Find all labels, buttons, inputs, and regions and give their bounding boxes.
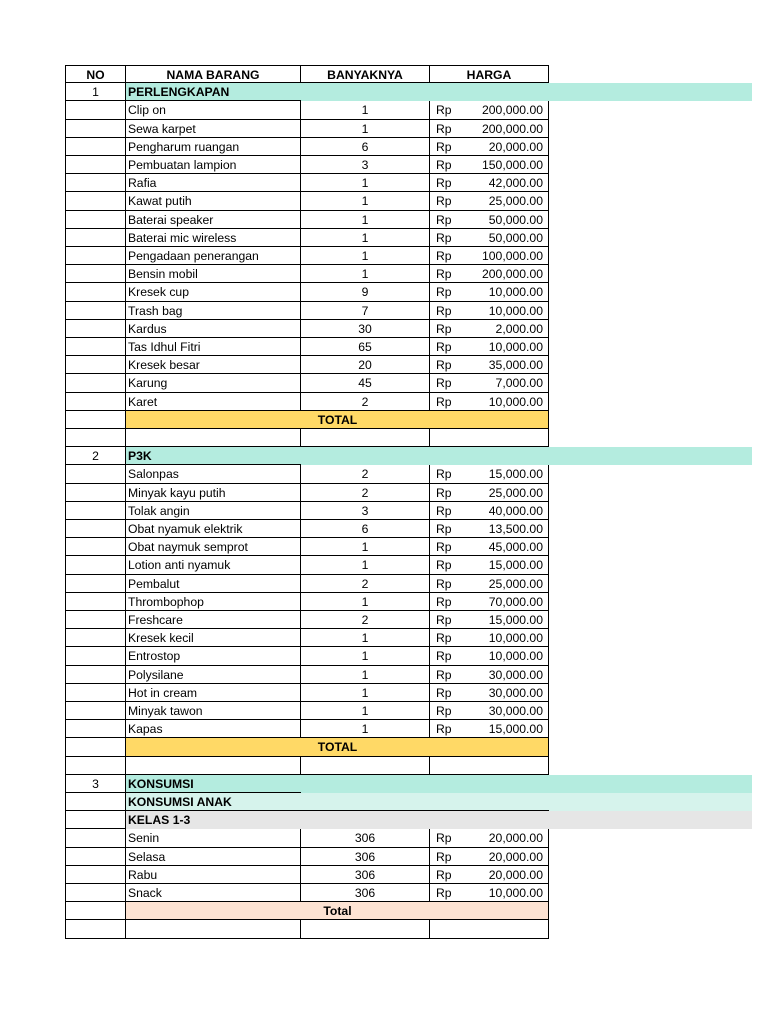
- no-cell[interactable]: [65, 611, 126, 629]
- item-qty[interactable]: 9: [301, 283, 430, 301]
- no-cell[interactable]: [65, 302, 126, 320]
- currency-label: Rp: [436, 867, 452, 882]
- price-cell[interactable]: [430, 101, 549, 119]
- price-value: 35,000.00: [488, 358, 543, 373]
- price-cell[interactable]: [430, 575, 549, 593]
- name-cell[interactable]: [126, 920, 301, 938]
- price-cell[interactable]: [430, 484, 549, 502]
- section-number[interactable]: 2: [65, 447, 126, 465]
- price-cell[interactable]: [430, 283, 549, 301]
- no-cell[interactable]: [65, 320, 126, 338]
- item-qty[interactable]: 1: [301, 229, 430, 247]
- price-value: 10,000.00: [488, 649, 543, 664]
- price-cell[interactable]: [430, 211, 549, 229]
- item-name[interactable]: Kresek kecil: [126, 629, 301, 647]
- no-cell[interactable]: [65, 120, 126, 138]
- currency-label: Rp: [436, 485, 452, 500]
- item-qty[interactable]: 1: [301, 247, 430, 265]
- price-cell[interactable]: [430, 338, 549, 356]
- no-cell[interactable]: [65, 829, 126, 847]
- item-qty[interactable]: 1: [301, 192, 430, 210]
- section-title[interactable]: P3K: [126, 447, 301, 465]
- no-cell[interactable]: [65, 393, 126, 411]
- item-qty[interactable]: 30: [301, 320, 430, 338]
- price-value: 25,000.00: [488, 194, 543, 209]
- price-value: 7,000.00: [495, 376, 543, 391]
- item-name[interactable]: Selasa: [126, 848, 301, 866]
- no-cell[interactable]: [65, 229, 126, 247]
- item-qty[interactable]: 306: [301, 829, 430, 847]
- currency-label: Rp: [436, 649, 452, 664]
- item-qty[interactable]: 1: [301, 666, 430, 684]
- currency-label: Rp: [436, 321, 452, 336]
- header-name[interactable]: NAMA BARANG: [126, 65, 301, 83]
- item-qty[interactable]: 1: [301, 702, 430, 720]
- currency-label: Rp: [436, 540, 452, 555]
- item-qty[interactable]: 7: [301, 302, 430, 320]
- item-qty[interactable]: 3: [301, 156, 430, 174]
- no-cell[interactable]: [65, 465, 126, 483]
- item-name[interactable]: Pengharum ruangan: [126, 138, 301, 156]
- item-qty[interactable]: 1: [301, 556, 430, 574]
- price-cell[interactable]: [430, 138, 549, 156]
- no-cell[interactable]: [65, 575, 126, 593]
- no-cell[interactable]: [65, 265, 126, 283]
- price-value: 200,000.00: [482, 103, 543, 118]
- item-qty[interactable]: 1: [301, 120, 430, 138]
- item-name[interactable]: Kardus: [126, 320, 301, 338]
- currency-label: Rp: [436, 376, 452, 391]
- currency-label: Rp: [436, 667, 452, 682]
- no-cell[interactable]: [65, 684, 126, 702]
- price-cell[interactable]: [430, 393, 549, 411]
- no-cell[interactable]: [65, 757, 126, 775]
- currency-label: Rp: [436, 212, 452, 227]
- price-value: 25,000.00: [488, 485, 543, 500]
- header-price[interactable]: HARGA: [430, 65, 549, 83]
- no-cell[interactable]: [65, 720, 126, 738]
- item-qty[interactable]: 2: [301, 484, 430, 502]
- currency-label: Rp: [436, 722, 452, 737]
- currency-label: Rp: [436, 594, 452, 609]
- item-name[interactable]: Obat naymuk semprot: [126, 538, 301, 556]
- currency-label: Rp: [436, 849, 452, 864]
- section-number[interactable]: 1: [65, 83, 126, 101]
- no-cell[interactable]: [65, 902, 126, 920]
- item-qty[interactable]: 1: [301, 265, 430, 283]
- item-name[interactable]: Lotion anti nyamuk: [126, 556, 301, 574]
- price-cell[interactable]: [430, 866, 549, 884]
- currency-label: Rp: [436, 194, 452, 209]
- item-qty[interactable]: 2: [301, 393, 430, 411]
- no-cell[interactable]: [65, 520, 126, 538]
- price-value: 42,000.00: [488, 176, 543, 191]
- price-value: 25,000.00: [488, 576, 543, 591]
- item-name[interactable]: Freshcare: [126, 611, 301, 629]
- item-qty[interactable]: 1: [301, 720, 430, 738]
- total-label: TOTAL: [317, 740, 358, 755]
- price-value: 10,000.00: [488, 394, 543, 409]
- price-value: 200,000.00: [482, 121, 543, 136]
- no-cell[interactable]: [65, 629, 126, 647]
- price-value: 10,000.00: [488, 285, 543, 300]
- currency-label: Rp: [436, 886, 452, 900]
- header-qty[interactable]: BANYAKNYA: [301, 65, 430, 83]
- no-cell[interactable]: [65, 702, 126, 720]
- currency-label: Rp: [436, 503, 452, 518]
- no-cell[interactable]: [65, 920, 126, 938]
- price-value: 10,000.00: [488, 631, 543, 646]
- price-value: 30,000.00: [488, 704, 543, 718]
- item-name[interactable]: Karung: [126, 374, 301, 392]
- item-qty[interactable]: 306: [301, 848, 430, 866]
- currency-label: Rp: [436, 139, 452, 154]
- no-cell[interactable]: [65, 156, 126, 174]
- no-cell[interactable]: [65, 374, 126, 392]
- price-cell[interactable]: [430, 556, 549, 574]
- item-name[interactable]: Pembuatan lampion: [126, 156, 301, 174]
- item-name[interactable]: Rabu: [126, 866, 301, 884]
- item-name[interactable]: Thrombophop: [126, 593, 301, 611]
- no-cell[interactable]: [65, 593, 126, 611]
- item-qty[interactable]: 20: [301, 356, 430, 374]
- price-cell[interactable]: [430, 593, 549, 611]
- price-cell[interactable]: [430, 920, 549, 938]
- currency-label: Rp: [436, 704, 452, 718]
- price-cell[interactable]: [430, 829, 549, 847]
- item-qty[interactable]: 1: [301, 174, 430, 192]
- item-name[interactable]: Hot in cream: [126, 684, 301, 702]
- item-qty[interactable]: 2: [301, 611, 430, 629]
- price-cell[interactable]: [430, 666, 549, 684]
- price-cell[interactable]: [430, 192, 549, 210]
- price-value: 15,000.00: [488, 467, 543, 482]
- item-qty[interactable]: 1: [301, 101, 430, 119]
- item-name[interactable]: Salonpas: [126, 465, 301, 483]
- item-name[interactable]: Minyak kayu putih: [126, 484, 301, 502]
- currency-label: Rp: [436, 467, 452, 482]
- price-value: 20,000.00: [488, 867, 543, 882]
- price-cell[interactable]: [430, 502, 549, 520]
- price-value: 15,000.00: [488, 558, 543, 573]
- item-name[interactable]: Senin: [126, 829, 301, 847]
- item-name[interactable]: Trash bag: [126, 302, 301, 320]
- item-qty[interactable]: 45: [301, 374, 430, 392]
- no-cell[interactable]: [65, 866, 126, 884]
- no-cell[interactable]: [65, 211, 126, 229]
- no-cell[interactable]: [65, 647, 126, 665]
- price-cell[interactable]: [430, 429, 549, 447]
- no-cell[interactable]: [65, 556, 126, 574]
- no-cell[interactable]: [65, 138, 126, 156]
- total-label: Total: [323, 904, 352, 919]
- price-value: 13,500.00: [488, 522, 543, 536]
- item-name[interactable]: Obat nyamuk elektrik: [126, 520, 301, 538]
- item-qty[interactable]: 1: [301, 538, 430, 556]
- section-number[interactable]: 3: [65, 775, 126, 793]
- total-label: TOTAL: [317, 412, 358, 427]
- item-name[interactable]: Minyak tawon: [126, 702, 301, 720]
- price-value: 20,000.00: [488, 139, 543, 154]
- qty-cell[interactable]: [301, 757, 430, 775]
- currency-label: Rp: [436, 249, 452, 263]
- price-cell[interactable]: [430, 320, 549, 338]
- no-cell[interactable]: [65, 283, 126, 301]
- price-cell[interactable]: [430, 374, 549, 392]
- price-value: 20,000.00: [488, 831, 543, 846]
- currency-label: Rp: [436, 340, 452, 354]
- no-cell[interactable]: [65, 811, 126, 829]
- price-value: 10,000.00: [488, 303, 543, 318]
- price-cell[interactable]: [430, 229, 549, 247]
- currency-label: Rp: [436, 631, 452, 646]
- currency-label: Rp: [436, 522, 452, 536]
- no-cell[interactable]: [65, 484, 126, 502]
- price-value: 2,000.00: [495, 321, 543, 336]
- price-value: 20,000.00: [488, 849, 543, 864]
- price-cell[interactable]: [430, 647, 549, 665]
- currency-label: Rp: [436, 285, 452, 300]
- header-no[interactable]: NO: [65, 65, 126, 83]
- kelas-title[interactable]: KELAS 1-3: [128, 813, 191, 828]
- price-cell[interactable]: [430, 465, 549, 483]
- item-qty[interactable]: 2: [301, 575, 430, 593]
- item-qty[interactable]: 3: [301, 502, 430, 520]
- price-value: 30,000.00: [488, 685, 543, 700]
- item-qty[interactable]: 306: [301, 866, 430, 884]
- subsection-title[interactable]: KONSUMSI ANAK: [126, 793, 549, 811]
- item-name[interactable]: Kapas: [126, 720, 301, 738]
- price-cell[interactable]: [430, 520, 549, 538]
- no-cell[interactable]: [65, 247, 126, 265]
- price-cell[interactable]: [430, 720, 549, 738]
- currency-label: Rp: [436, 576, 452, 591]
- item-name[interactable]: Karet: [126, 393, 301, 411]
- no-cell[interactable]: [65, 538, 126, 556]
- item-name[interactable]: Baterai speaker: [126, 211, 301, 229]
- no-cell[interactable]: [65, 738, 126, 756]
- price-value: 10,000.00: [488, 340, 543, 354]
- currency-label: Rp: [436, 558, 452, 573]
- price-value: 50,000.00: [488, 230, 543, 245]
- no-cell[interactable]: [65, 411, 126, 429]
- no-cell[interactable]: [65, 793, 126, 811]
- currency-label: Rp: [436, 103, 452, 118]
- no-cell[interactable]: [65, 356, 126, 374]
- currency-label: Rp: [436, 267, 452, 282]
- item-qty[interactable]: 1: [301, 647, 430, 665]
- currency-label: Rp: [436, 685, 452, 700]
- price-cell[interactable]: [430, 120, 549, 138]
- item-name[interactable]: Pengadaan penerangan: [126, 247, 301, 265]
- no-cell[interactable]: [65, 429, 126, 447]
- price-cell[interactable]: [430, 302, 549, 320]
- currency-label: Rp: [436, 121, 452, 136]
- price-value: 40,000.00: [488, 503, 543, 518]
- item-name[interactable]: Entrostop: [126, 647, 301, 665]
- price-value: 15,000.00: [488, 722, 543, 737]
- currency-label: Rp: [436, 158, 452, 172]
- no-cell[interactable]: [65, 666, 126, 684]
- item-name[interactable]: Tas Idhul Fitri: [126, 338, 301, 356]
- item-name[interactable]: Polysilane: [126, 666, 301, 684]
- item-qty[interactable]: 306: [301, 884, 430, 902]
- no-cell[interactable]: [65, 101, 126, 119]
- price-value: 30,000.00: [488, 667, 543, 682]
- price-value: 70,000.00: [488, 594, 543, 609]
- price-cell[interactable]: [430, 247, 549, 265]
- price-value: 200,000.00: [482, 267, 543, 282]
- price-value: 45,000.00: [488, 540, 543, 555]
- no-cell[interactable]: [65, 502, 126, 520]
- item-qty[interactable]: 1: [301, 593, 430, 611]
- item-name[interactable]: Snack: [126, 884, 301, 902]
- price-cell[interactable]: [430, 538, 549, 556]
- no-cell[interactable]: [65, 192, 126, 210]
- currency-label: Rp: [436, 176, 452, 191]
- price-cell[interactable]: [430, 848, 549, 866]
- price-cell[interactable]: [430, 629, 549, 647]
- section-title[interactable]: KONSUMSI: [126, 775, 301, 793]
- price-cell[interactable]: [430, 884, 549, 902]
- name-cell[interactable]: [126, 757, 301, 775]
- price-cell[interactable]: [430, 757, 549, 775]
- price-value: 10,000.00: [488, 886, 543, 900]
- item-name[interactable]: Kresek cup: [126, 283, 301, 301]
- currency-label: Rp: [436, 303, 452, 318]
- item-name[interactable]: Tolak angin: [126, 502, 301, 520]
- currency-label: Rp: [436, 831, 452, 846]
- price-cell[interactable]: [430, 174, 549, 192]
- no-cell[interactable]: [65, 174, 126, 192]
- item-name[interactable]: Pembalut: [126, 575, 301, 593]
- item-qty[interactable]: 2: [301, 465, 430, 483]
- item-qty[interactable]: 65: [301, 338, 430, 356]
- currency-label: Rp: [436, 230, 452, 245]
- item-name[interactable]: Bensin mobil: [126, 265, 301, 283]
- name-cell[interactable]: [126, 429, 301, 447]
- price-cell[interactable]: [430, 265, 549, 283]
- price-cell[interactable]: [430, 156, 549, 174]
- item-qty[interactable]: 6: [301, 520, 430, 538]
- price-value: 15,000.00: [488, 613, 543, 627]
- no-cell[interactable]: [65, 884, 126, 902]
- price-cell[interactable]: [430, 702, 549, 720]
- no-cell[interactable]: [65, 338, 126, 356]
- price-cell[interactable]: [430, 684, 549, 702]
- no-cell[interactable]: [65, 848, 126, 866]
- item-qty[interactable]: 1: [301, 629, 430, 647]
- item-name[interactable]: Clip on: [126, 101, 301, 119]
- price-cell[interactable]: [430, 611, 549, 629]
- item-qty[interactable]: 6: [301, 138, 430, 156]
- item-qty[interactable]: 1: [301, 211, 430, 229]
- price-value: 150,000.00: [482, 158, 543, 172]
- qty-cell[interactable]: [301, 920, 430, 938]
- price-value: 100,000.00: [482, 249, 543, 263]
- item-qty[interactable]: 1: [301, 684, 430, 702]
- item-name[interactable]: Baterai mic wireless: [126, 229, 301, 247]
- item-name[interactable]: Kawat putih: [126, 192, 301, 210]
- item-name[interactable]: Sewa karpet: [126, 120, 301, 138]
- price-cell[interactable]: [430, 356, 549, 374]
- item-name[interactable]: Rafia: [126, 174, 301, 192]
- currency-label: Rp: [436, 613, 452, 627]
- price-value: 50,000.00: [488, 212, 543, 227]
- currency-label: Rp: [436, 394, 452, 409]
- qty-cell[interactable]: [301, 429, 430, 447]
- item-name[interactable]: Kresek besar: [126, 356, 301, 374]
- currency-label: Rp: [436, 358, 452, 373]
- section-title[interactable]: PERLENGKAPAN: [126, 83, 301, 101]
